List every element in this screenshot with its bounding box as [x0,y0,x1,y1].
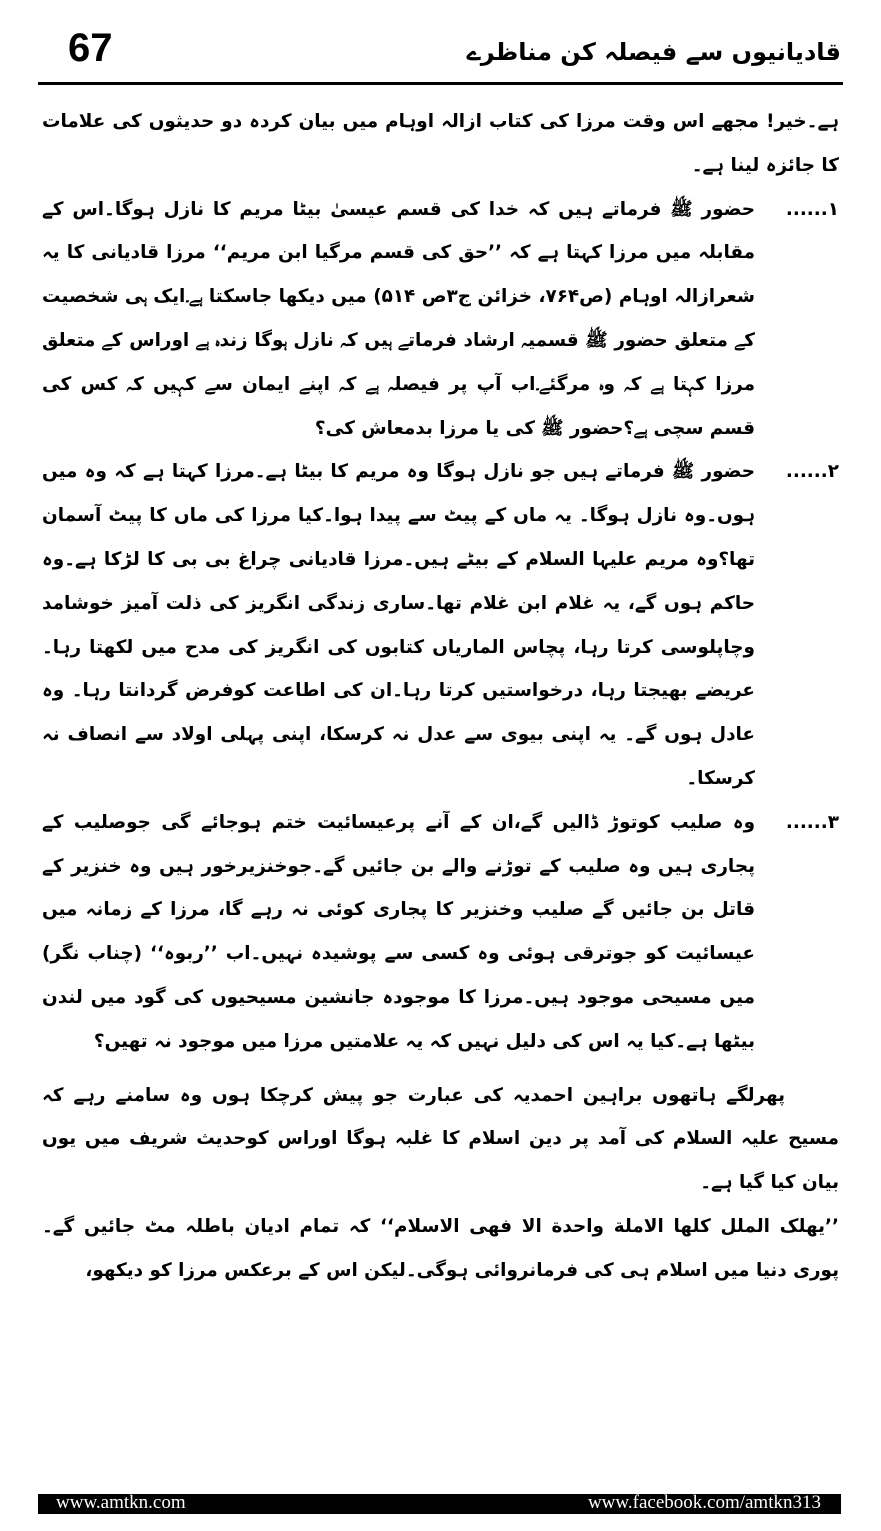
page-body [42,100,839,1480]
intro-paragraph: ہے۔خیر! مجھے اس وقت مرزا کی کتاب ازالہ اوہام میں بیان کردہ دو حدیثوں کی علامات کا جائزہ لینا ہے۔ [42,111,839,176]
page-header [38,22,841,84]
item-marker: ۱...... [785,198,839,220]
item-text: وہ صلیب کوتوڑ ڈالیں گے،ان کے آنے پرعیسائیت ختم ہوجائے گی جوصلیب کے پجاری ہیں وہ صلیب کے توڑنے والے بن جائیں گے۔جوخنزیرخور ہیں وہ خنزیر کے قاتل بن جائیں گے صلیب وخنزیر کا پجاری کوئی نہ رہے گا، مرزا کے زمانہ میں عیسائیت کو جوترقی ہوئی وہ کسی سے پوشیدہ نہیں۔اب ’’ربوہ‘‘ (چناب نگر) میں مسیحی موجود ہیں۔مرزا کا موجودہ جانشین مسیحیوں کی گود میں لندن بیٹھا ہے۔کیا یہ اس کی دلیل نہیں کہ یہ علامتیں مرزا میں موجود نہ تھیں؟ [42,811,755,1052]
page-number: 67 [68,26,113,70]
running-title: قادیانیوں سے فیصلہ کن مناظرے [466,38,841,66]
item-marker: ۲...... [785,461,839,483]
numbered-item-1 [42,188,839,451]
numbered-item-2 [42,450,839,800]
header-divider [38,82,843,85]
page-footer [38,1494,841,1514]
numbered-item-3 [42,801,839,1064]
item-marker: ۳...... [785,811,839,833]
footer-website-link[interactable]: www.amtkn.com [56,1492,186,1513]
footer-facebook-link[interactable]: www.facebook.com/amtkn313 [587,1492,821,1513]
item-text: حضور ﷺ فرماتے ہیں کہ خدا کی قسم عیسیٰ بیٹا مریم کا نازل ہوگا۔اس کے مقابلہ میں مرزا کہتا ہے کہ ’’حق کی قسم مرگیا ابن مریم‘‘ مرزا قادیانی کا یہ شعرازالہ اوہام (ص۷۶۴، خزائن ج۳ص ۵۱۴) میں دیکھا جاسکتا ہے۔ایک ہی شخصیت کے متعلق حضور ﷺ قسمیہ ارشاد فرماتے ہیں کہ نازل ہوگا زندہ ہے اوراس کے متعلق مرزا کہتا ہے کہ وہ مرگئے۔اب آپ پر فیصلہ ہے کہ اپنے ایمان سے کہیں کہ کس کی قسم سچی ہے؟حضور ﷺ کی یا مرزا بدمعاش کی؟ [42,198,755,439]
hadith-quote-paragraph: ’’یهلک الملل کلها الاملة واحدة الا فهی الاسلام‘‘ کہ تمام ادیان باطلہ مٹ جائیں گے۔ پوری دنیا میں اسلام ہی کی فرمانروائی ہوگی۔لیکن اس کے برعکس مرزا کو دیکھو، [42,1215,839,1281]
closing-paragraph: پھرلگے ہاتھوں براہین احمدیہ کی عبارت جو پیش کرچکا ہوں وہ سامنے رہے کہ مسیح علیہ السلام کی آمد پر دین اسلام کا غلبہ ہوگا اوراس کوحدیث شریف میں یوں بیان کیا گیا ہے۔ [42,1084,839,1194]
item-text: حضور ﷺ فرماتے ہیں جو نازل ہوگا وہ مریم کا بیٹا ہے۔مرزا کہتا ہے کہ وہ میں ہوں۔وہ نازل ہوگا۔ یہ ماں کے پیٹ سے پیدا ہوا۔کیا مرزا کی ماں کا پیٹ آسمان تھا؟وہ مریم علیہا السلام کے بیٹے ہیں۔مرزا قادیانی چراغ بی بی کا لڑکا ہے۔وہ حاکم ہوں گے، یہ غلام ابن غلام تھا۔ساری زندگی انگریز کی ذلت آمیز خوشامد وچاپلوسی کرتا رہا، پچاس الماریاں کتابوں کی انگریز کی مدح میں لکھتا رہا۔عریضے بھیجتا رہا، درخواستیں کرتا رہا۔ان کی اطاعت کوفرض گردانتا رہا۔ وہ عادل ہوں گے۔ یہ اپنی بیوی سے عدل نہ کرسکا، اپنی پہلی اولاد سے انصاف نہ کرسکا۔ [42,461,755,789]
